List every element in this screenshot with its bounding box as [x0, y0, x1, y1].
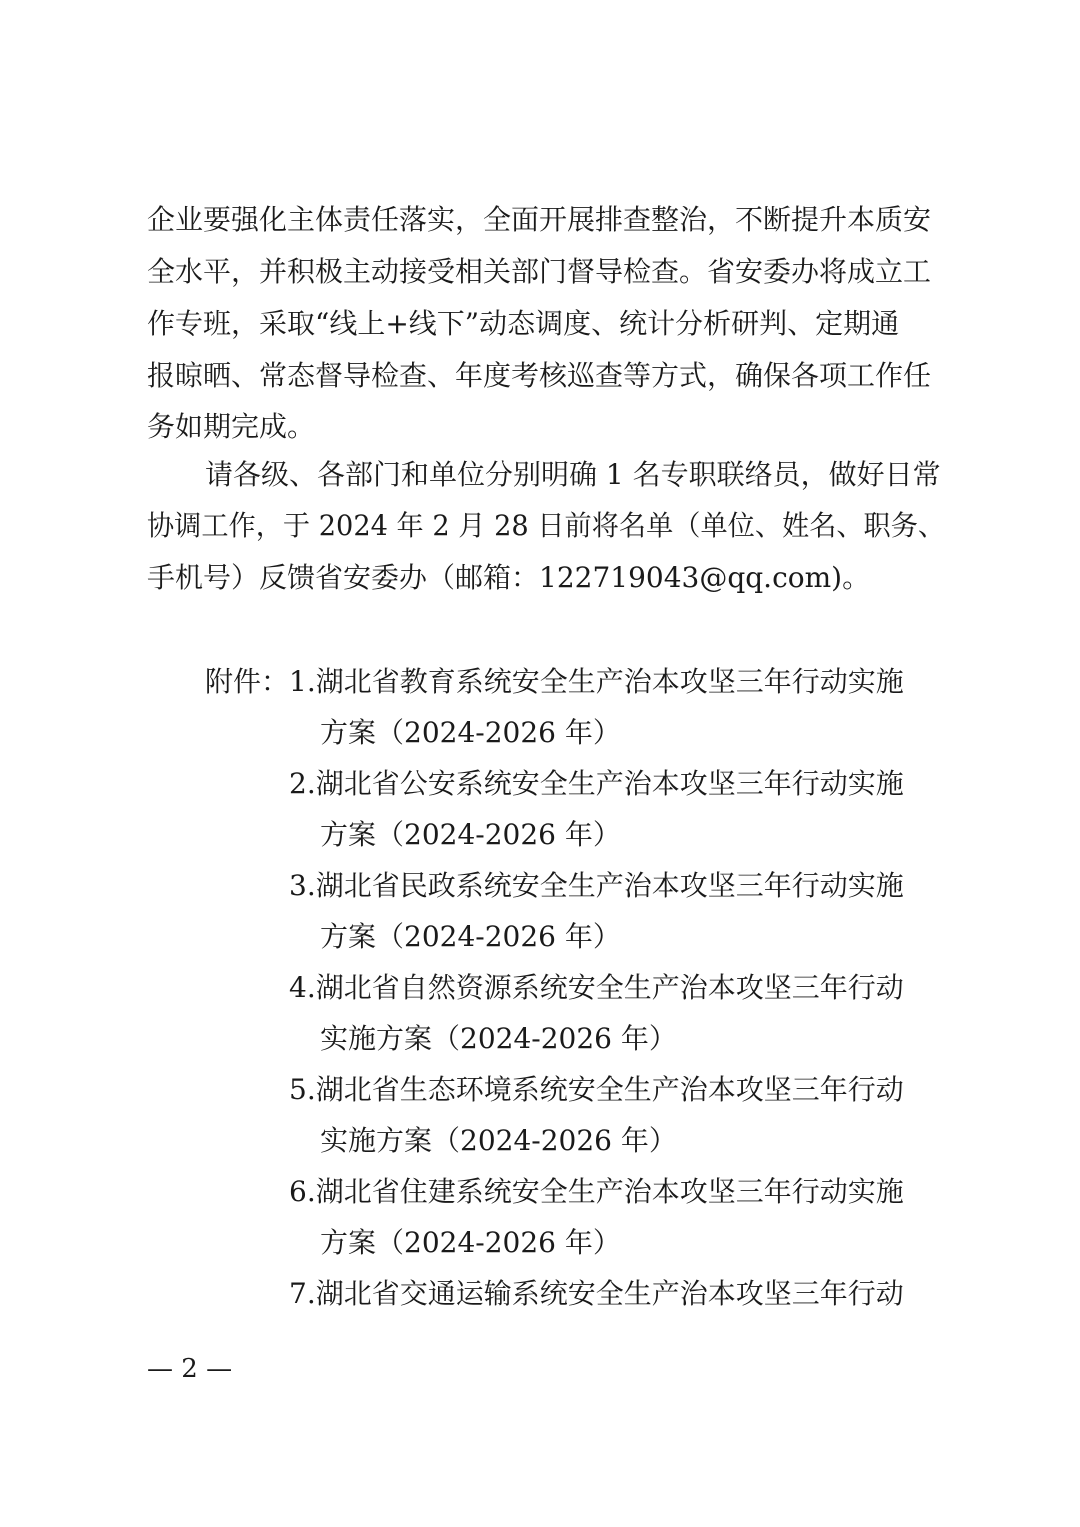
- attachment-7-line-1: 7.湖北省交通运输系统安全生产治本攻坚三年行动: [289, 1277, 904, 1310]
- paragraph1-line-2: 全水平，并积极主动接受相关部门督导检查。省安委办将成立工: [147, 255, 932, 288]
- paragraph2-line-2: 协调工作，于 2024 年 2 月 28 日前将名单（单位、姓名、职务、: [147, 509, 946, 542]
- page-number: — 2 —: [147, 1354, 233, 1384]
- paragraph2-line-3: 手机号）反馈省安委办（邮箱：122719043@qq.com)。: [147, 561, 871, 594]
- attachment-5-line-2: 实施方案（2024-2026 年）: [320, 1124, 677, 1157]
- attachment-2-line-1: 2.湖北省公安系统安全生产治本攻坚三年行动实施: [289, 767, 904, 800]
- attachment-6-line-2: 方案（2024-2026 年）: [320, 1226, 621, 1259]
- attachment-6-line-1: 6.湖北省住建系统安全生产治本攻坚三年行动实施: [289, 1175, 904, 1208]
- attachment-4-line-1: 4.湖北省自然资源系统安全生产治本攻坚三年行动: [289, 971, 904, 1004]
- attachment-2-line-2: 方案（2024-2026 年）: [320, 818, 621, 851]
- attachment-5-line-1: 5.湖北省生态环境系统安全生产治本攻坚三年行动: [289, 1073, 904, 1106]
- attachment-1-line-2: 方案（2024-2026 年）: [320, 716, 621, 749]
- attachment-4-line-2: 实施方案（2024-2026 年）: [320, 1022, 677, 1055]
- paragraph1-line-5: 务如期完成。: [147, 410, 316, 443]
- paragraph1-line-3: 作专班，采取“线上+线下”动态调度、统计分析研判、定期通: [147, 307, 900, 340]
- attachment-3-line-2: 方案（2024-2026 年）: [320, 920, 621, 953]
- attachment-1-line-1: 1.湖北省教育系统安全生产治本攻坚三年行动实施: [289, 665, 904, 698]
- attachments-label: 附件：: [205, 665, 290, 698]
- attachment-3-line-1: 3.湖北省民政系统安全生产治本攻坚三年行动实施: [289, 869, 904, 902]
- paragraph1-line-1: 企业要强化主体责任落实，全面开展排查整治，不断提升本质安: [147, 203, 932, 236]
- paragraph1-line-4: 报晾晒、常态督导检查、年度考核巡查等方式，确保各项工作任: [147, 359, 932, 392]
- paragraph2-line-1: 请各级、各部门和单位分别明确 1 名专职联络员，做好日常: [205, 458, 941, 491]
